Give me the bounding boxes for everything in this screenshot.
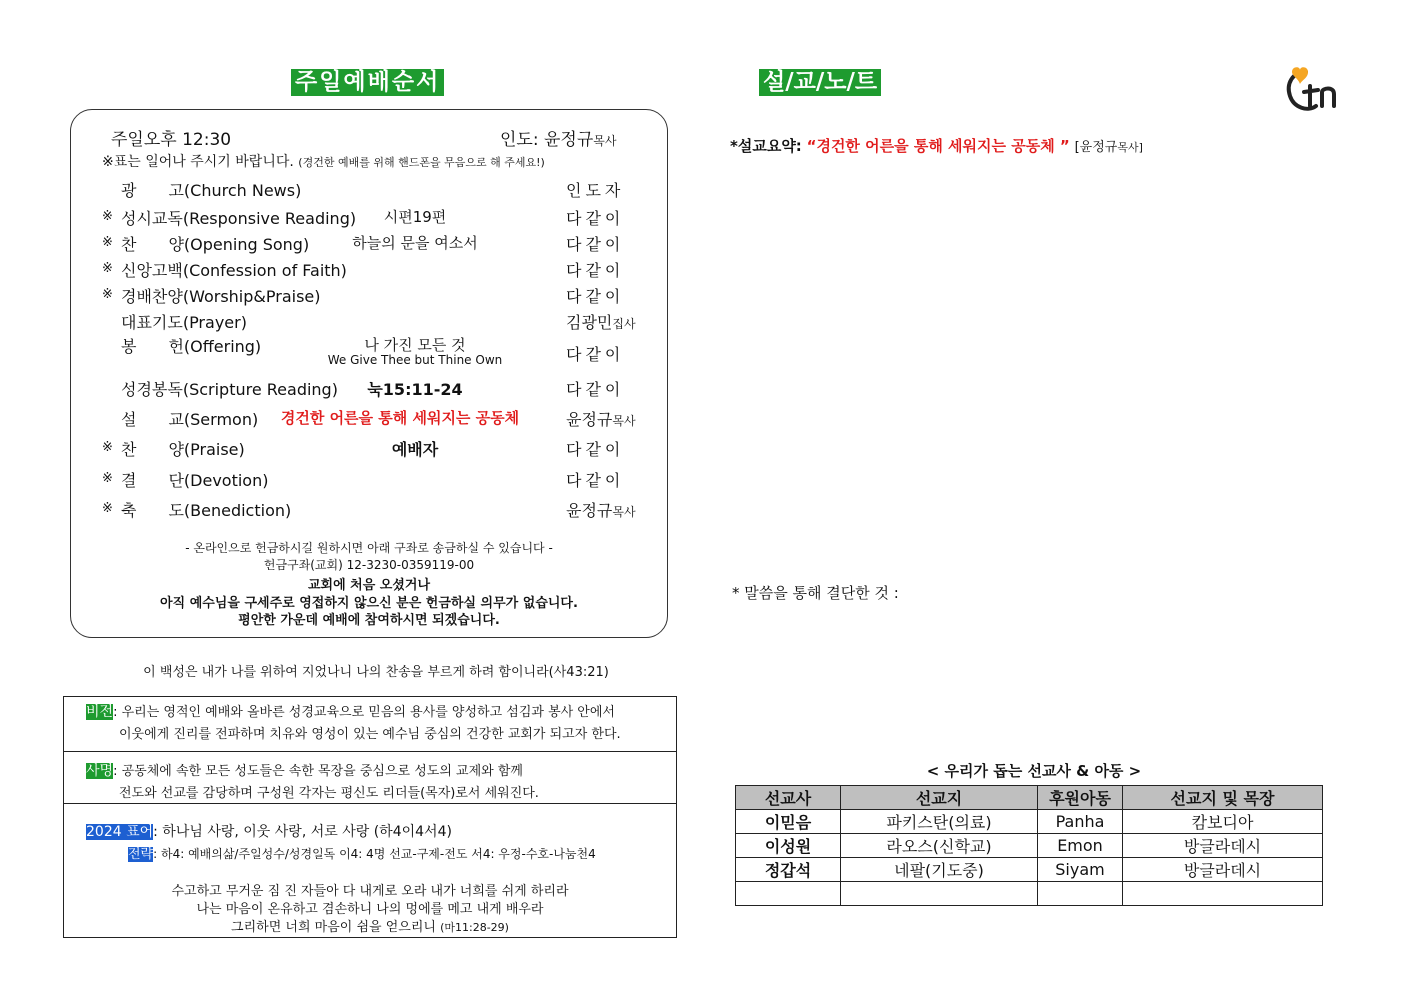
table-row [736, 882, 1323, 906]
vision-label: 비전 [86, 704, 114, 720]
person-name: 윤정규 [566, 410, 613, 429]
person-name: 다같이 [566, 440, 625, 459]
table-cell: 방글라데시 [1123, 834, 1323, 858]
table-row [736, 858, 1323, 882]
order-item-name: 성경봉독(Scripture Reading) [121, 380, 338, 399]
strategy-label: 전략 [128, 847, 154, 862]
stand-mark: ※ [102, 287, 113, 302]
first-visit-line-2: 아직 예수님을 구세주로 영접하지 않으신 분은 헌금하실 의무가 없습니다. [160, 596, 578, 611]
year-label: 2024 표어 [86, 824, 154, 840]
order-item-name: 찬 양(Opening Song) [121, 235, 310, 254]
summary-author: [윤정규 [1074, 140, 1118, 155]
order-item-name: 봉 헌(Offering) [121, 337, 262, 356]
year-text: : 하나님 사랑, 이웃 사랑, 서로 사랑 (하4이4서4) [153, 824, 452, 840]
table-row [736, 834, 1323, 858]
decision-label: * 말씀을 통해 결단한 것 : [732, 584, 899, 602]
order-item-detail: 예배자 [391, 440, 439, 459]
summary-label: *설교요약: [730, 137, 802, 155]
first-visit-line-1: 교회에 처음 오셨거나 [307, 578, 431, 593]
table-header: 선교지 및 목장 [1123, 786, 1323, 810]
account-number: 헌금구좌(교회) 12-3230-0359119-00 [263, 558, 475, 572]
order-item-person [566, 284, 624, 307]
order-item-name: 성시교독(Responsive Reading) [121, 209, 357, 228]
vision-line-1 [86, 701, 615, 721]
table-cell: 파키스탄(의료) [841, 810, 1038, 834]
person-name: 다같이 [566, 380, 625, 399]
divider [64, 803, 676, 804]
order-item-detail: 하늘의 문을 여소서 [352, 234, 478, 252]
order-item-name: 신앙고백(Confession of Faith) [121, 261, 347, 280]
divider [64, 751, 676, 752]
person-name: 인도자 [566, 181, 625, 200]
vision-text-2: 이웃에게 진리를 전파하며 치유와 영성이 있는 예수님 중심의 건강한 교회가 되고자 한다. [119, 727, 621, 742]
table-cell: 라오스(신학교) [841, 834, 1038, 858]
leader-name: 인도: 윤정규 [500, 130, 594, 150]
order-item-person [566, 407, 636, 430]
order-item-person [566, 258, 624, 281]
person-name: 다같이 [566, 287, 625, 306]
mission-text-2: 전도와 선교를 감당하며 구성원 각자는 평신도 리더들(목자)로서 세워진다. [119, 786, 539, 801]
stand-mark: ※ [102, 261, 113, 276]
stand-mark: ※ [102, 471, 113, 486]
sermon-note-title: 설/교/노/트 [759, 69, 881, 96]
leader-suffix: 목사 [593, 134, 617, 148]
person-name: 다같이 [566, 209, 625, 228]
service-time: 주일오후 12:30 [111, 130, 232, 150]
sermon-summary [730, 135, 1143, 156]
person-name: 다같이 [566, 345, 625, 364]
closing-text-3: 그리하면 너희 마음이 쉼을 얻으리니 [231, 920, 436, 935]
order-item-detail: 눅15:11-24 [367, 380, 463, 399]
stand-note-text: ※표는 일어나 주시기 바랍니다. [102, 154, 294, 170]
table-cell [736, 882, 841, 906]
person-name: 김광민 [566, 313, 613, 332]
order-item-person [566, 342, 624, 365]
missions-table [735, 785, 1323, 906]
order-item-detail-sub: We Give Thee but Thine Own [327, 353, 503, 367]
service-leader [500, 125, 616, 150]
mission-text-1: : 공동체에 속한 모든 성도들은 속한 목장을 중심으로 성도의 교제와 함께 [113, 764, 523, 779]
order-item-person [566, 232, 624, 255]
stand-mark: ※ [102, 209, 113, 224]
summary-author-suffix: 목사] [1117, 141, 1143, 154]
table-header-row [736, 786, 1323, 810]
order-item-name: 찬 양(Praise) [121, 440, 245, 459]
table-cell: 네팔(기도중) [841, 858, 1038, 882]
stand-note-sub: (경건한 예배를 위해 핸드폰을 무음으로 해 주세요!) [298, 156, 545, 169]
vision-box [63, 696, 677, 938]
order-item-person [566, 310, 636, 333]
order-item-detail: 경건한 어른을 통해 세워지는 공동체 [280, 409, 520, 427]
logo-icon [1284, 66, 1340, 116]
table-header: 선교사 [736, 786, 841, 810]
order-title: 주일예배순서 [291, 69, 444, 96]
first-visit-line-3: 평안한 가운데 예배에 참여하시면 되겠습니다. [238, 613, 500, 628]
closing-line-2: 나는 마음이 온유하고 겸손하니 나의 멍에를 메고 내게 배우라 [196, 902, 544, 917]
order-item-name: 결 단(Devotion) [121, 471, 269, 490]
table-cell: Emon [1038, 834, 1123, 858]
order-item-person [566, 377, 624, 400]
vision-text-1: : 우리는 영적인 예배와 올바른 성경교육으로 믿음의 용사를 양성하고 섬김과 봉사 안에서 [113, 705, 615, 720]
order-item-person [566, 437, 624, 460]
person-name: 윤정규 [566, 501, 613, 520]
verse: 이 백성은 내가 나를 위하여 지었나니 나의 찬송을 부르게 하려 함이니라(사43:21) [143, 665, 609, 680]
table-cell [1038, 882, 1123, 906]
table-cell: 이믿음 [736, 810, 841, 834]
order-item-name: 경배찬양(Worship&Praise) [121, 287, 321, 306]
order-item-detail: 나 가진 모든 것 [364, 336, 466, 354]
church-logo [1284, 66, 1340, 116]
order-item-person [566, 206, 624, 229]
summary-title: “경건한 어른을 통해 세워지는 공동체 ” [806, 137, 1070, 155]
person-title: 목사 [612, 505, 636, 519]
order-item-person [566, 498, 636, 521]
online-note: - 온라인으로 헌금하시길 원하시면 아래 구좌로 송금하실 수 있습니다 - [185, 541, 553, 555]
table-cell [1123, 882, 1323, 906]
table-cell: 방글라데시 [1123, 858, 1323, 882]
closing-line-3 [64, 916, 676, 935]
table-row [736, 810, 1323, 834]
person-name: 다같이 [566, 471, 625, 490]
mission-line-1 [86, 760, 523, 780]
table-cell: Panha [1038, 810, 1123, 834]
stand-note [102, 151, 545, 171]
stand-mark: ※ [102, 440, 113, 455]
strategy [128, 843, 596, 862]
order-item-person [566, 178, 624, 201]
order-item-name: 축 도(Benediction) [121, 501, 292, 520]
person-title: 목사 [612, 414, 636, 428]
table-cell: 캄보디아 [1123, 810, 1323, 834]
order-item-person [566, 468, 624, 491]
person-name: 다같이 [566, 235, 625, 254]
table-cell: Siyam [1038, 858, 1123, 882]
stand-mark: ※ [102, 501, 113, 516]
order-item-name: 대표기도(Prayer) [121, 313, 247, 332]
order-item-name: 설 교(Sermon) [121, 410, 259, 429]
table-cell: 이성원 [736, 834, 841, 858]
table-cell [841, 882, 1038, 906]
order-item-detail: 시편19편 [383, 208, 447, 226]
person-title: 집사 [612, 317, 636, 331]
table-cell: 정갑석 [736, 858, 841, 882]
year-motto [86, 821, 452, 841]
mission-label: 사명 [86, 763, 114, 779]
stand-mark: ※ [102, 235, 113, 250]
table-header: 선교지 [841, 786, 1038, 810]
table-header: 후원아동 [1038, 786, 1123, 810]
order-item-name: 광 고(Church News) [121, 181, 302, 200]
person-name: 다같이 [566, 261, 625, 280]
missions-title: < 우리가 돕는 선교사 & 아동 > [926, 762, 1142, 780]
closing-line-1: 수고하고 무거운 짐 진 자들아 다 내게로 오라 내가 너희를 쉬게 하리라 [171, 884, 569, 899]
strategy-text: : 하4: 예배의삶/주일성수/성경일독 이4: 4명 선교-구제-전도 서4: 우정-수호-나눔천4 [153, 847, 596, 861]
closing-ref: (마11:28-29) [440, 921, 509, 934]
